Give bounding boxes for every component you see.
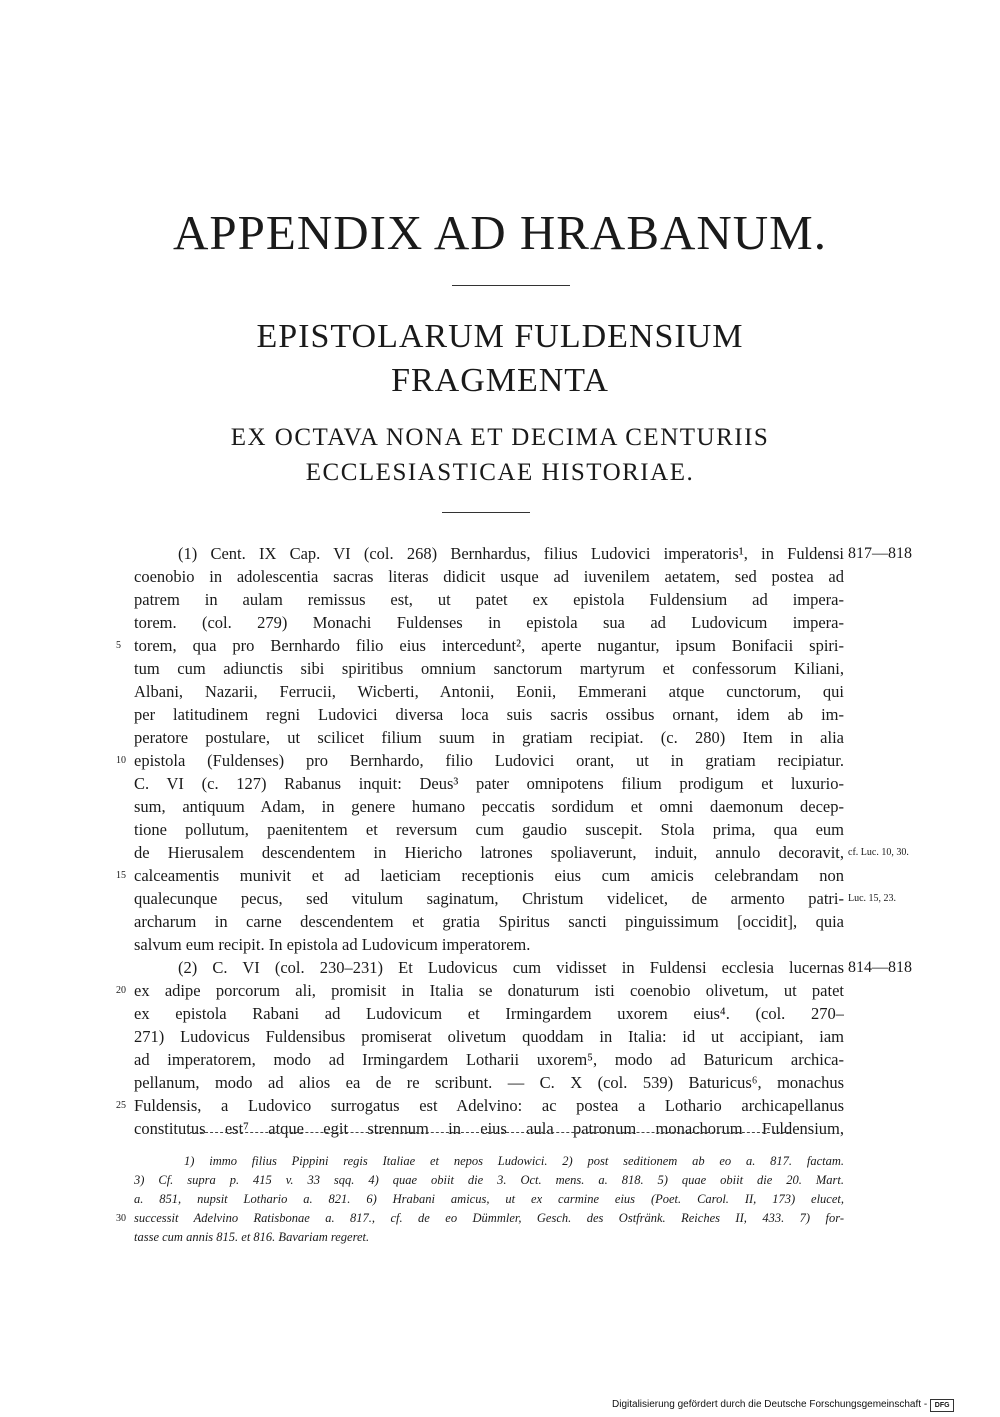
line-number: 5 xyxy=(116,640,121,651)
body-line: 271) Ludovicus Fuldensibus promiserat olivetum quoddam in Italia: id ut accipiant, iam xyxy=(134,1027,844,1046)
body-line: per latitudinem regni Ludovici diversa loca suis sacris ossibus ornant, idem ab im- xyxy=(134,705,844,724)
main-title: APPENDIX AD HRABANUM. xyxy=(173,205,827,260)
line-number: 20 xyxy=(116,985,126,996)
title-divider xyxy=(452,285,570,286)
margin-reference: Luc. 15, 23. xyxy=(848,893,897,904)
margin-reference: cf. Luc. 10, 30. xyxy=(848,847,909,858)
body-line: de Hierusalem descendentem in Hiericho latrones spoliaverunt, induit, annulo decoravit, xyxy=(134,843,844,862)
section-divider xyxy=(442,512,530,513)
footnote-separator xyxy=(190,1132,790,1133)
body-line: constitutus est⁷ atque egit strennum in eius aula patronum monachorum Fuldensium, xyxy=(134,1119,844,1138)
body-line: torem, qua pro Bernhardo filio eius intercedunt², aperte nugantur, ipsum Bonifacii spiri- xyxy=(134,636,844,655)
body-line: calceamentis munivit et ad laeticiam receptionis eius cum amicis celebrandam non xyxy=(134,866,844,885)
body-line: C. VI (c. 127) Rabanus inquit: Deus³ pater omnipotens filium prodigum et luxurio- xyxy=(134,774,844,793)
body-text xyxy=(134,542,844,1140)
footnote-line: a. 851, nupsit Lothario a. 821. 6) Hrabani amicus, ut ex carmine eius (Poet. Carol. II, 173) elucet, xyxy=(134,1192,844,1206)
body-line: ex epistola Rabani ad Ludovicum et Irmingardem uxorem eius⁴. (col. 270– xyxy=(134,1004,844,1023)
source-line-2: ECCLESIASTICAE HISTORIAE. xyxy=(305,459,695,486)
source-line-1: EX OCTAVA NONA ET DECIMA CENTURIIS xyxy=(230,424,770,451)
body-line: tum cum adiunctis sibi spiritibus omnium sanctorum martyrum et confessorum Kiliani, xyxy=(134,659,844,678)
footnotes xyxy=(134,1152,844,1247)
body-line: torem. (col. 279) Monachi Fuldenses in epistola sua ad Ludovicum impera- xyxy=(134,613,844,632)
body-line: archarum in carne descendentem et gratia Spiritus sancti pinguissimum [occidit], quia xyxy=(134,912,844,931)
body-line: tione pollutum, paenitentem et reversum cum gaudio suscepit. Stola prima, qua eum xyxy=(134,820,844,839)
body-line: (2) C. VI (col. 230–231) Et Ludovicus cum vidisset in Fuldensi ecclesia lucernas xyxy=(178,958,844,977)
body-line: peratore postulare, ut scilicet filium suum in gratiam recipiat. (c. 280) Item in alia xyxy=(134,728,844,747)
credit-text: Digitalisierung gefördert durch die Deutsche Forschungsgemeinschaft - xyxy=(612,1399,928,1410)
body-line: epistola (Fuldenses) pro Bernhardo, filio Ludovici orant, ut in gratiam recipiatur. xyxy=(134,751,844,770)
body-line: coenobio in adolescentia sacras literas didicit usque ad iuvenilem aetatem, sed postea ad xyxy=(134,567,844,586)
body-line: qualecunque pecus, sed vitulum saginatum, Christum videlicet, de armento patri- xyxy=(134,889,844,908)
margin-date: 814—818 xyxy=(848,959,912,976)
footnote-line: tasse cum annis 815. et 816. Bavariam regeret. xyxy=(134,1230,370,1244)
body-line: ex adipe porcorum ali, promisit in Italia se donaturum isti coenobio olivetum, ut patet xyxy=(134,981,844,1000)
body-line: salvum eum recipit. In epistola ad Ludovicum imperatorem. xyxy=(134,935,531,954)
line-number: 15 xyxy=(116,870,126,881)
footnote-line: 3) Cf. supra p. 415 v. 33 sqq. 4) quae obiit die 3. Oct. mens. a. 818. 5) quae obiit die 20. Mart. xyxy=(134,1173,844,1187)
footnote-line-number: 30 xyxy=(116,1213,126,1224)
body-line: ad imperatorem, modo ad Irmingardem Lotharii uxorem⁵, modo ad Baturicum archica- xyxy=(134,1050,844,1069)
dfg-logo-icon: DFG xyxy=(930,1399,954,1412)
line-number: 25 xyxy=(116,1100,126,1111)
line-number: 10 xyxy=(116,755,126,766)
digitization-credit xyxy=(612,1398,954,1412)
footnote-line: 1) immo filius Pippini regis Italiae et nepos Ludowici. 2) post seditionem ab eo a. 817. factam. xyxy=(184,1154,844,1168)
body-line: pellanum, modo ad alios ea de re scribunt. — C. X (col. 539) Baturicus⁶, monachus xyxy=(134,1073,844,1092)
body-line: (1) Cent. IX Cap. VI (col. 268) Bernhardus, filius Ludovici imperatoris¹, in Fuldensi xyxy=(178,544,844,563)
subtitle-line-2: FRAGMENTA xyxy=(391,362,609,399)
margin-date: 817—818 xyxy=(848,545,912,562)
body-line: Fuldensis, a Ludovico surrogatus est Adelvino: ac postea a Lothario archicapellanus xyxy=(134,1096,844,1115)
subtitle-line-1: EPISTOLARUM FULDENSIUM xyxy=(256,318,744,355)
footnote-line: successit Adelvino Ratisbonae a. 817., cf. de eo Dümmler, Gesch. des Ostfränk. Reiches II, 433. 7) for- xyxy=(134,1211,844,1225)
body-line: Albani, Nazarii, Ferrucii, Wicberti, Antonii, Eonii, Emmerani atque cunctorum, qui xyxy=(134,682,844,701)
body-line: sum, antiquum Adam, in genere humano peccatis sordidum et omni daemonum decep- xyxy=(134,797,844,816)
body-line: patrem in aulam remissus est, ut patet ex epistola Fuldensium ad impera- xyxy=(134,590,844,609)
